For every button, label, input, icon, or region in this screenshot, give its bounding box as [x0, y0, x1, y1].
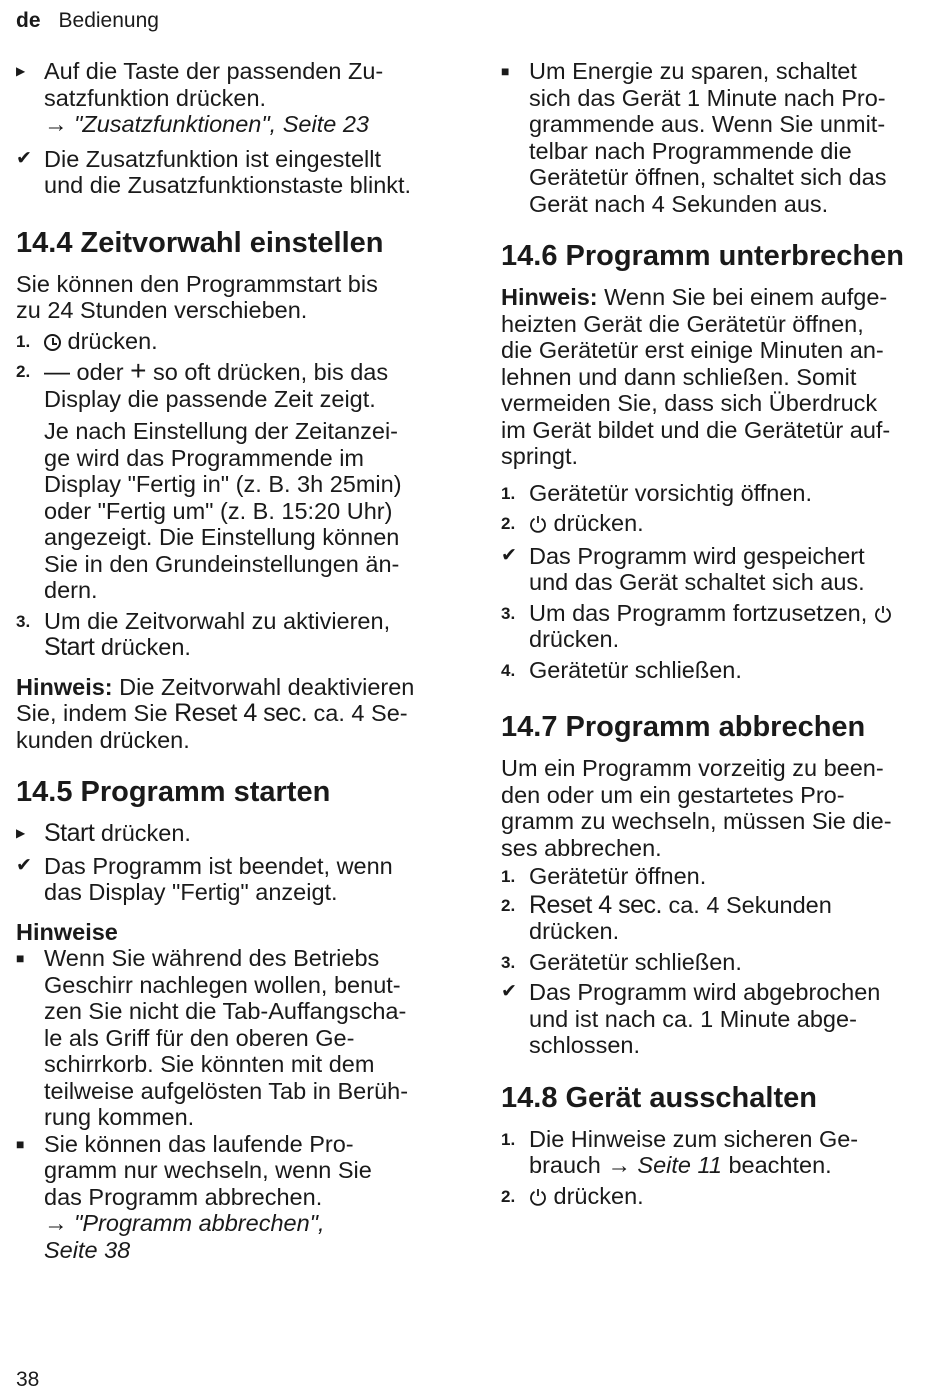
step-1: 1. Gerätetür vorsichtig öffnen.: [501, 479, 813, 506]
step-1: 1. Die Hinweise zum sicheren Ge- brauch → Seite 11 beachten.: [501, 1125, 859, 1178]
cross-reference[interactable]: → Seite 11: [607, 1152, 722, 1178]
heading-14-6: 14.6 Programm unterbrechen: [501, 240, 904, 272]
heading-14-7: 14.7 Programm abbrechen: [501, 711, 866, 743]
heading-14-5: 14.5 Programm starten: [16, 776, 331, 808]
step-2: 2. drücken.: [501, 1182, 644, 1209]
triangle-bullet-icon: ▶: [16, 64, 26, 78]
step-2: 2. Reset 4 sec. ca. 4 Sekunden drücken.: [501, 890, 832, 944]
square-bullet-icon: ■: [16, 950, 25, 966]
hint-block: Hinweis: Wenn Sie bei einem aufge- heizten Gerät die Gerätetür öffnen, die Gerätetür erst einige Minuten an- lehnen und dann schließen. Somit vermeiden Sie, dass sich Überdruck im Gerät bildet und die Gerätetür auf- springt.: [501, 284, 891, 469]
language-code: de: [16, 9, 41, 32]
result-item: ✔ Das Programm wird gespeichert und das Gerät schaltet sich aus.: [501, 542, 865, 595]
intro-text: Sie können den Programmstart bis: [16, 270, 378, 297]
left-column: ▶ Auf die Taste der passenden Zu- satzfunktion drücken. → "Zusatzfunktionen", Seite 23 ✔ Die Zusatzfunktion ist eingestellt und die Zusatzfunktionstaste blinkt. 14.4 Zeitvorwahl einstellen Sie können den Programmstart bis zu 24 Stunden verschieben. 1. drücken. 2. — oder + so oft drücken, bis das Display die passende Zeit zeigt. Je nach Einstellung der Zeitanzei- ge wird das Programmende im Display "Fertig in" (z. B. 3h 25min) oder "Fertig um" (z. B. 15:20 Uhr) angezeigt. Die Einstellung können Sie in den Grundeinstellungen än- dern. 3. Um die Zeitvorwahl zu aktivieren, Start drücken. Hinweis: Die Zeitvorwahl deaktivieren Sie, indem Sie Reset 4 sec. ca. 4 Se- kunden drücken. 14.5 Programm starten ▶ Start drücken. ✔ Das Programm ist beendet, wenn das Display "Fertig" anzeigt. Hinweise ■ Wenn Sie während des Betriebs Geschirr nachlegen wollen, benut- zen Sie nicht die Tab-Auffangscha- le als Griff für den oberen Ge- schirrkorb. Sie könnten mit dem teilweise aufgelösten Tab in Berüh- rung kommen. ■ Sie können das laufende Pro- gramm nur wechseln, wenn Sie das Programm abbrechen. → "Programm abbrechen", Seite 38: [16, 58, 454, 1263]
reset-key-label: Reset 4 sec.: [174, 699, 308, 727]
power-icon: [529, 1188, 547, 1206]
check-icon: ✔: [16, 854, 32, 876]
minus-icon: —: [44, 356, 70, 386]
hint-block: Hinweis: Die Zeitvorwahl deaktivieren Sie, indem Sie Reset 4 sec. ca. 4 Se- kunden drücken.: [16, 673, 415, 753]
square-bullet-icon: ■: [16, 1135, 25, 1152]
power-icon: [529, 515, 547, 533]
result-item: ✔ Das Programm wird abgebrochen und ist nach ca. 1 Minute abge- schlossen.: [501, 979, 881, 1058]
step-1: 1. Gerätetür öffnen.: [501, 863, 707, 889]
check-icon: ✔: [16, 147, 32, 169]
result-item: ✔ Das Programm ist beendet, wenn das Display "Fertig" anzeigt.: [16, 852, 393, 905]
page-header: [16, 8, 159, 34]
power-icon: [874, 605, 892, 623]
heading-14-4: 14.4 Zeitvorwahl einstellen: [16, 226, 384, 259]
check-icon: ✔: [501, 544, 517, 566]
step-3: 3. Um das Programm fortzusetzen, drücken.: [501, 600, 933, 653]
step-2: 2. — oder + so oft drücken, bis das Display die passende Zeit zeigt. Je nach Einstellung der Zeitanzei- ge wird das Programmende im Display "Fertig in" (z. B. 3h 25min) oder "Fertig um" (z. B. 15:20 Uhr) angezeigt. Die Einstellung können Sie in den Grundeinstellungen än- dern.: [16, 355, 402, 603]
check-icon: ✔: [501, 981, 517, 1002]
step-2: 2. drücken.: [501, 510, 644, 536]
cross-reference[interactable]: → "Zusatzfunktionen", Seite 23: [44, 111, 369, 137]
section-name: Bedienung: [58, 9, 159, 32]
list-item: ■ Sie können das laufende Pro- gramm nur wechseln, wenn Sie das Programm abbrechen. → "Programm abbrechen", Seite 38: [16, 1131, 454, 1264]
step-3: 3. Gerätetür schließen.: [501, 948, 742, 975]
instruction-step: ▶ Auf die Taste der passenden Zu- satzfunktion drücken. → "Zusatzfunktionen", Seite 23: [16, 58, 454, 138]
step-3: 3. Um die Zeitvorwahl zu aktivieren, Start drücken.: [16, 607, 391, 661]
square-bullet-icon: ■: [501, 63, 510, 79]
reset-key-label: Reset 4 sec.: [529, 890, 662, 919]
heading-14-8: 14.8 Gerät ausschalten: [501, 1081, 817, 1114]
step-1: 1. drücken.: [16, 327, 158, 354]
list-item: ■ Um Energie zu sparen, schaltet sich das Gerät 1 Minute nach Pro- grammende aus. Wenn Sie unmit- telbar nach Programmende die Gerätetür öffnen, schaltet sich das Gerät nach 4 Sekunden aus.: [501, 58, 887, 217]
cross-reference[interactable]: → "Programm abbrechen",: [44, 1210, 325, 1236]
instruction-step: ▶ Start drücken.: [16, 819, 191, 847]
hints-heading: Hinweise: [16, 918, 118, 945]
result-item: ✔ Die Zusatzfunktion ist eingestellt und die Zusatzfunktionstaste blinkt.: [16, 145, 412, 198]
list-item: ■ Wenn Sie während des Betriebs Geschirr nachlegen wollen, benut- zen Sie nicht die Tab-Auffangscha- le als Griff für den oberen Ge- schirrkorb. Sie könnten mit dem teilweise aufgelösten Tab in Berüh- rung kommen.: [16, 945, 409, 1130]
step-4: 4. Gerätetür schließen.: [501, 656, 742, 683]
page-number: 38: [16, 1368, 40, 1391]
start-key-label: Start: [44, 819, 95, 847]
triangle-bullet-icon: ▶: [16, 826, 26, 840]
right-column: ■ Um Energie zu sparen, schaltet sich das Gerät 1 Minute nach Pro- grammende aus. Wenn Sie unmit- telbar nach Programmende die Gerätetür öffnen, schaltet sich das Gerät nach 4 Sekunden aus. 14.6 Programm unterbrechen Hinweis: Wenn Sie bei einem aufge- heizten Gerät die Gerätetür öffnen, die Gerätetür erst einige Minuten an- lehnen und dann schließen. Somit vermeiden Sie, dass sich Überdruck im Gerät bildet und die Gerätetür auf- springt. 1. Gerätetür vorsichtig öffnen. 2. drücken. ✔ Das Programm wird gespeichert und das Gerät schaltet sich aus. 3. Um das Programm fortzusetzen, drücken. 4. Gerätetür schließen. 14.7 Programm abbrechen Um ein Programm vorzeitig zu been- den oder um ein gestartetes Pro- gramm zu wechseln, müssen Sie die- ses abbrechen. 1. Gerätetür öffnen. 2. Reset 4 sec. ca. 4 Sekunden drücken. 3. Gerätetür schließen. ✔ Das Programm wird abgebrochen und ist nach ca. 1 Minute abge- schlossen. 14.8 Gerät ausschalten 1. Die Hinweise zum sicheren Ge- brauch → Seite 11 beachten. 2. drücken.: [501, 58, 933, 1209]
plus-icon: +: [130, 355, 147, 386]
start-key-label: Start: [44, 633, 95, 661]
clock-icon: [44, 334, 61, 351]
